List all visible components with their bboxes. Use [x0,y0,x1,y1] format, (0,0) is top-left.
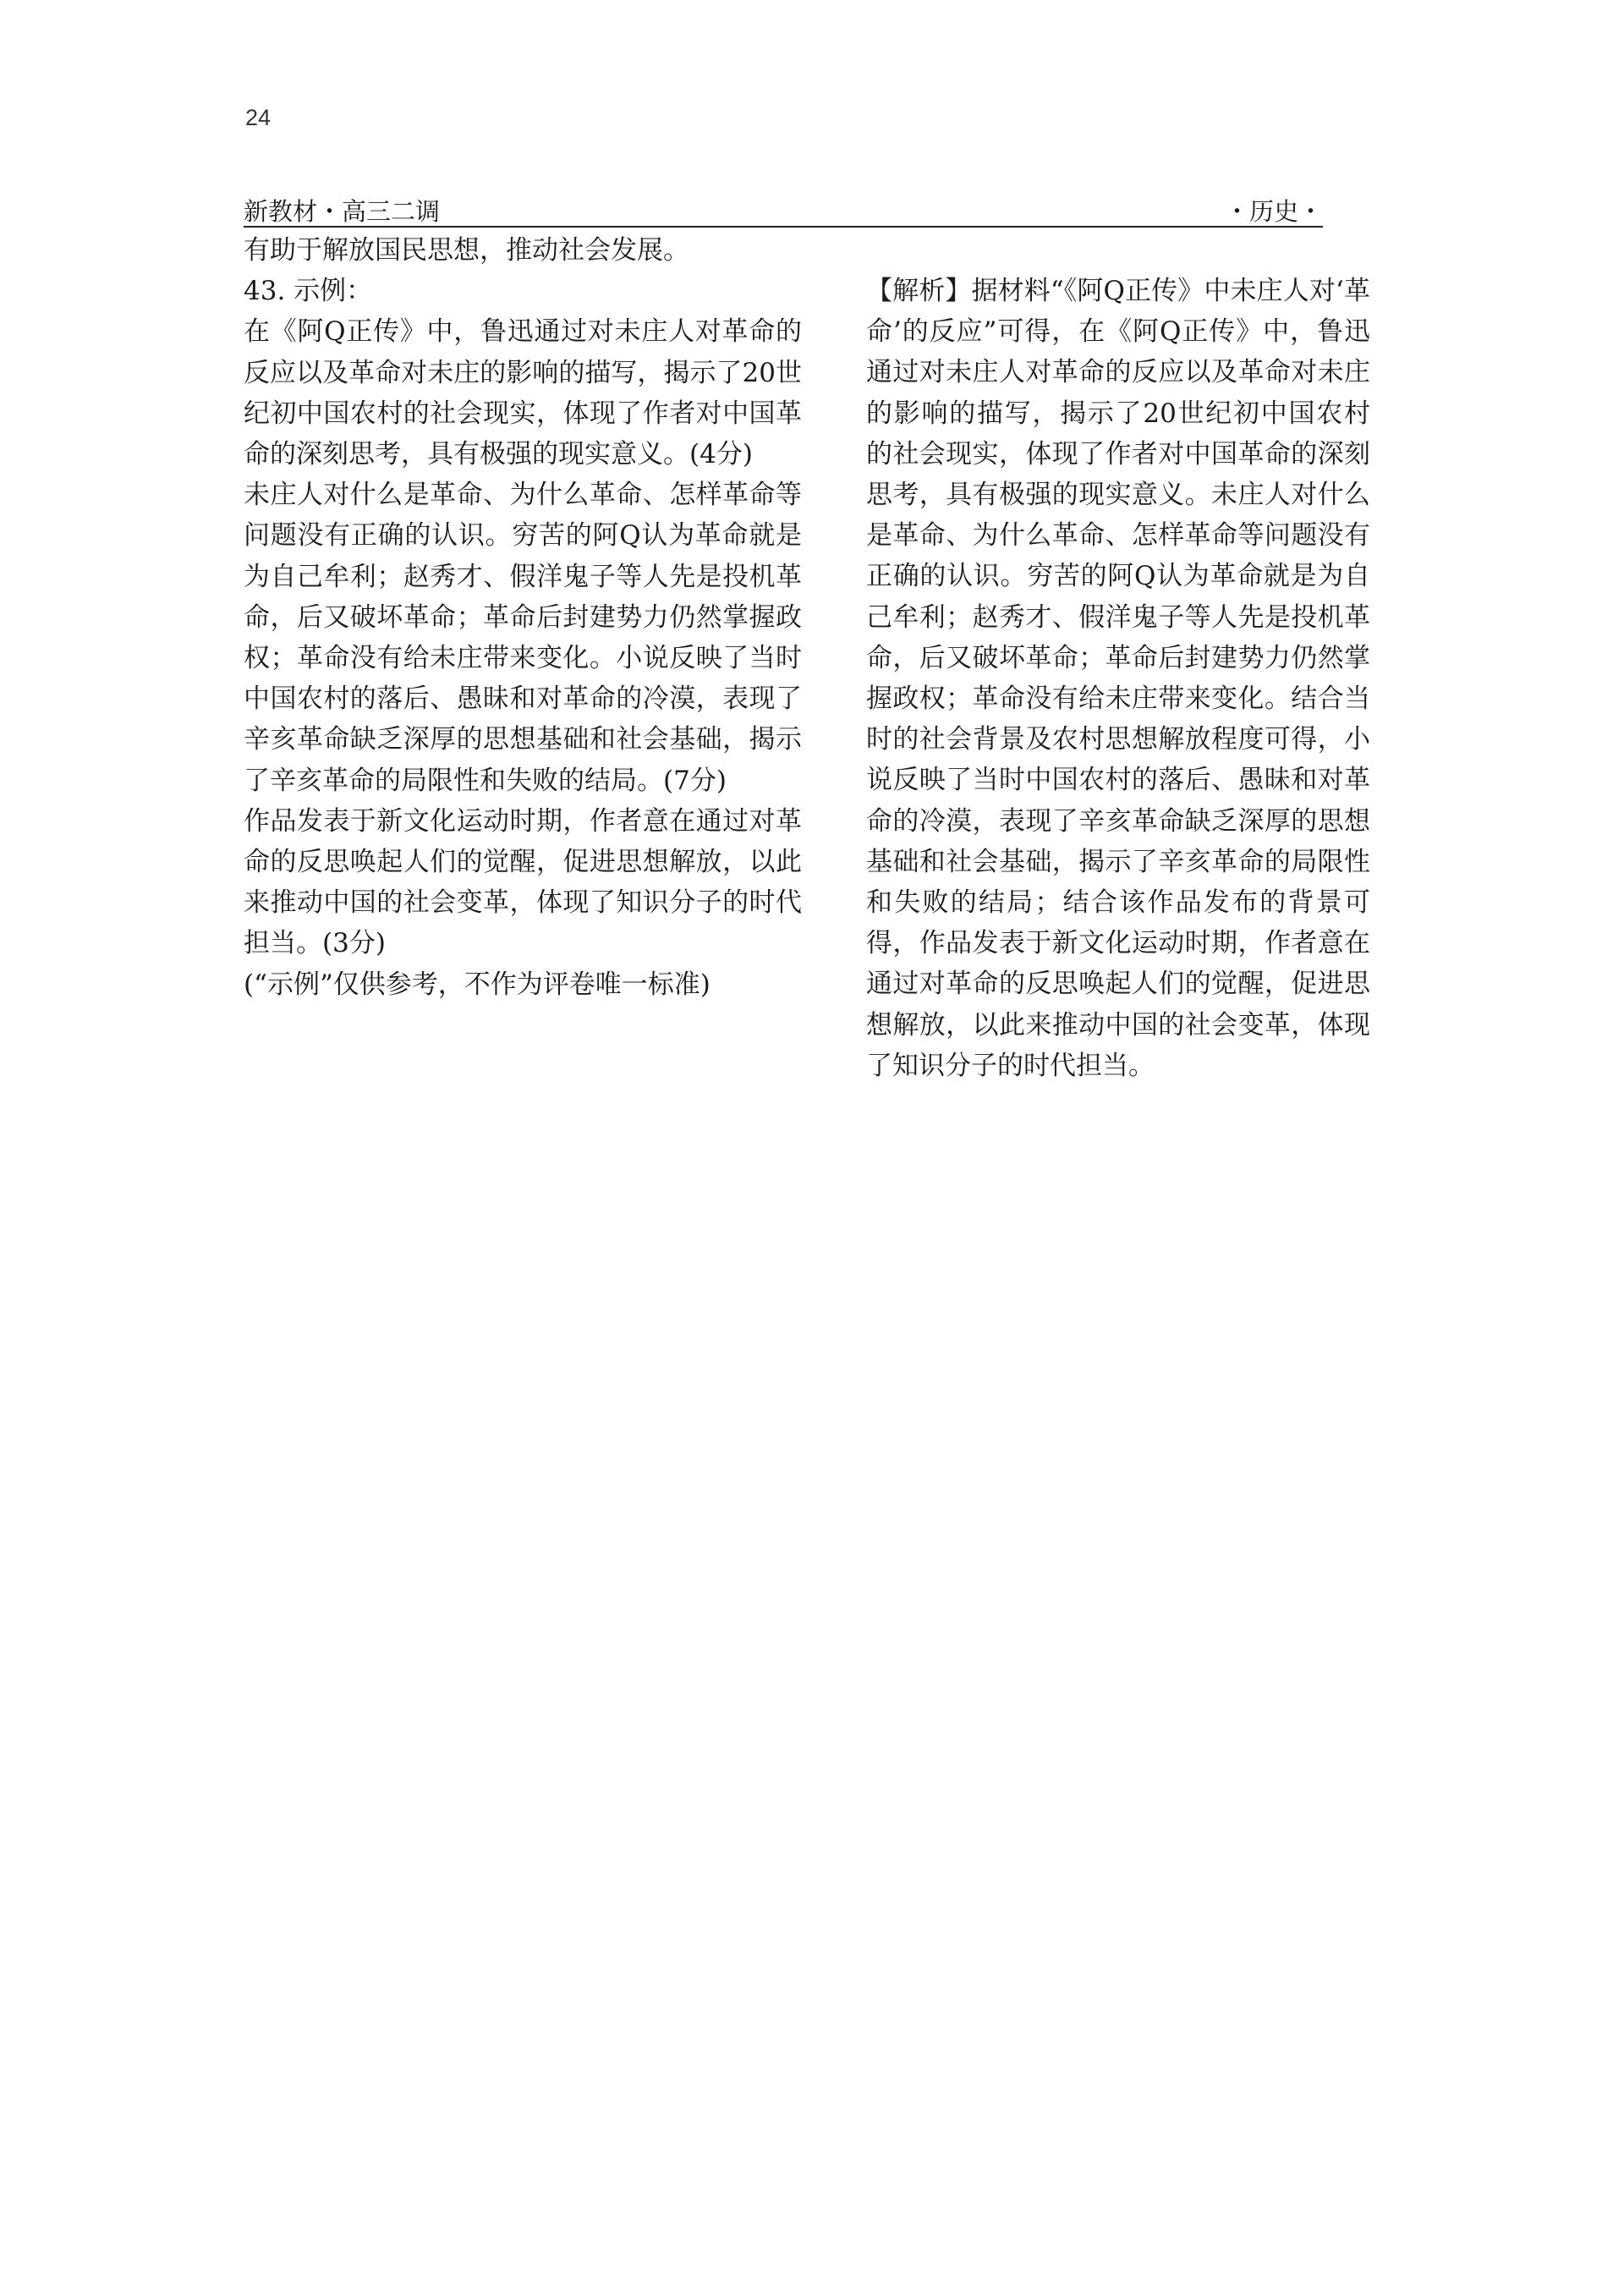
right-column [866,271,1370,1086]
question-label: 43. 示例： [244,276,373,307]
header-right: ・历史・ [1224,197,1323,226]
answer-paragraph-1: 在《阿Q正传》中，鲁迅通过对未庄人对革命的反应以及革命对未庄的影响的描写，揭示了20世纪初中国农村的社会现实，体现了作者对中国革命的深刻思考，具有极强的现实意义。(4分) [244,316,802,470]
carryover-text: 有助于解放国民思想，推动社会发展。 [244,235,689,266]
header-rule [244,226,1323,228]
answer-paragraph-3: 作品发表于新文化运动时期，作者意在通过对革命的反思唤起人们的觉醒，促进思想解放，以此来推动中国的社会变革，体现了知识分子的时代担当。(3分) [244,805,802,959]
analysis-paragraph: 【解析】据材料“《阿Q正传》中未庄人对‘革命’的反应”可得，在《阿Q正传》中，鲁迅通过对未庄人对革命的反应以及革命对未庄的影响的描写，揭示了20世纪初中国农村的社会现实，体现了作者对中国革命的深刻思考，具有极强的现实意义。未庄人对什么是革命、为什么革命、怎样革命等问题没有正确的认识。穷苦的阿Q认为革命就是为自己牟利；赵秀才、假洋鬼子等人先是投机革命，后又破坏革命；革命后封建势力仍然掌握政权；革命没有给未庄带来变化。结合当时的社会背景及农村思想解放程度可得，小说反映了当时中国农村的落后、愚昧和对革命的冷漠，表现了辛亥革命缺乏深厚的思想基础和社会基础，揭示了辛亥革命的局限性和失败的结局；结合该作品发布的背景可得，作品发表于新文化运动时期，作者意在通过对革命的反思唤起人们的觉醒，促进思想解放，以此来推动中国的社会变革，体现了知识分子的时代担当。 [866,276,1370,1081]
answer-paragraph-2: 未庄人对什么是革命、为什么革命、怎样革命等问题没有正确的认识。穷苦的阿Q认为革命就是为自己牟利；赵秀才、假洋鬼子等人先是投机革命，后又破坏革命；革命后封建势力仍然掌握政权；革命没有给未庄带来变化。小说反映了当时中国农村的落后、愚昧和对革命的冷漠，表现了辛亥革命缺乏深厚的思想基础和社会基础，揭示了辛亥革命的局限性和失败的结局。(7分) [244,480,802,796]
header-left: 新教材・高三二调 [244,197,441,226]
page-number: 24 [245,105,272,130]
grading-note: (“示例”仅供参考，不作为评卷唯一标准) [244,969,710,1000]
running-header [244,193,1323,227]
left-column [244,230,802,1005]
